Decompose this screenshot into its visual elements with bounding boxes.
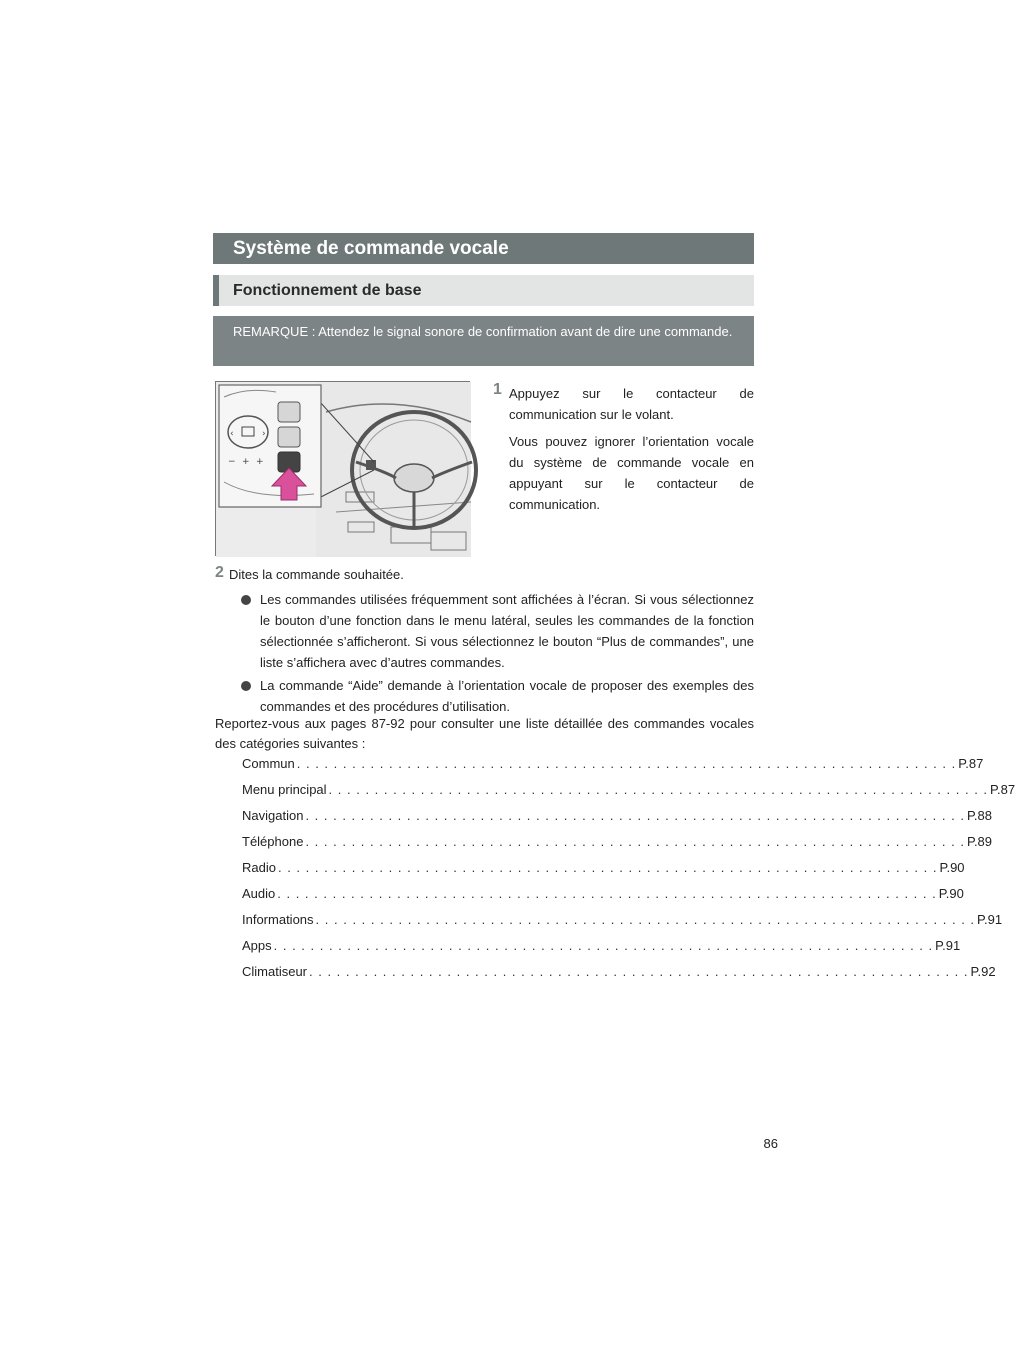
svg-text:+: +	[242, 457, 250, 467]
toc-row[interactable]	[242, 808, 993, 834]
toc-label: Téléphone	[242, 834, 304, 849]
subsection-title: Fonctionnement de base	[213, 275, 754, 306]
toc-page-link[interactable]: P.91	[935, 938, 961, 953]
svg-text:+: +	[256, 457, 264, 467]
svg-text:−: −	[228, 457, 236, 467]
toc-label: Menu principal	[242, 782, 327, 797]
toc-label: Navigation	[242, 808, 304, 823]
toc-label: Informations	[242, 912, 314, 927]
page-number: 86	[763, 1136, 778, 1151]
toc-label: Commun	[242, 756, 295, 771]
svg-text:‹: ‹	[230, 429, 234, 439]
list-item	[241, 675, 754, 717]
bullet-icon	[241, 681, 251, 691]
reference-paragraph: Reportez-vous aux pages 87-92 pour consulter une liste détaillée des commandes vocales des catégories suivantes :	[215, 716, 754, 751]
note-box: REMARQUE : Attendez le signal sonore de confirmation avant de dire une commande.	[213, 316, 754, 366]
toc-leader: . . . . . . . . . . . . . . . . . . . . . . . . . . . . . . . . . . . . . . . . . . . . . . . . . . . . . . . . . . . . . . . . . . . . . . . .	[296, 756, 957, 771]
toc-page-link[interactable]: P.92	[970, 964, 996, 979]
step-2-text: Dites la commande souhaitée.	[229, 567, 404, 582]
toc-leader: . . . . . . . . . . . . . . . . . . . . . . . . . . . . . . . . . . . . . . . . . . . . . . . . . . . . . . . . . . . . . . . . . . . . . . . .	[277, 886, 937, 901]
toc-row[interactable]	[242, 886, 964, 912]
toc-label: Apps	[242, 938, 272, 953]
toc-page-link[interactable]: P.91	[977, 912, 1003, 927]
toc-row[interactable]	[242, 912, 1003, 938]
toc-leader: . . . . . . . . . . . . . . . . . . . . . . . . . . . . . . . . . . . . . . . . . . . . . . . . . . . . . . . . . . . . . . . . . . . . . . . .	[328, 782, 989, 797]
toc-label: Audio	[242, 886, 276, 901]
toc-leader: . . . . . . . . . . . . . . . . . . . . . . . . . . . . . . . . . . . . . . . . . . . . . . . . . . . . . . . . . . . . . . . . . . . . . . . .	[305, 808, 965, 823]
toc-leader: . . . . . . . . . . . . . . . . . . . . . . . . . . . . . . . . . . . . . . . . . . . . . . . . . . . . . . . . . . . . . . . . . . . . . . . .	[315, 912, 976, 927]
toc-row[interactable]	[242, 782, 1015, 808]
toc-page-link[interactable]: P.90	[939, 860, 965, 875]
bullet-text: Les commandes utilisées fréquemment sont affichées à l’écran. Si vous sélectionnez le bouton d’une fonction dans le menu latéral, seules les commandes de la fonction sélectionnée s’afficheront. Si vous sélectionnez le bouton “Plus de commandes”, une liste s’affichera avec d’autres commandes.	[260, 592, 754, 670]
steering-wheel-illustration	[216, 382, 471, 557]
toc-row[interactable]	[242, 860, 965, 886]
toc-row[interactable]	[242, 964, 996, 990]
bullet-text: La commande “Aide” demande à l’orientation vocale de proposer des exemples des commandes et des procédures d’utilisation.	[260, 678, 754, 714]
step-1-number: 1	[493, 381, 502, 398]
bullet-list	[241, 589, 754, 719]
list-item	[241, 589, 754, 673]
toc-row[interactable]	[242, 756, 984, 782]
step-1-detail: Vous pouvez ignorer l’orientation vocale du système de commande vocale en appuyant sur le contacteur de communication.	[509, 434, 754, 512]
toc-label: Radio	[242, 860, 276, 875]
svg-text:›: ›	[262, 429, 266, 439]
command-category-list	[242, 756, 1015, 990]
toc-row[interactable]	[242, 834, 993, 860]
toc-page-link[interactable]: P.87	[958, 756, 984, 771]
section-title: Système de commande vocale	[213, 233, 754, 264]
bullet-icon	[241, 595, 251, 605]
step-2-number: 2	[215, 564, 224, 581]
toc-page-link[interactable]: P.90	[938, 886, 964, 901]
toc-page-link[interactable]: P.87	[990, 782, 1015, 797]
step-1-text	[509, 383, 754, 521]
toc-leader: . . . . . . . . . . . . . . . . . . . . . . . . . . . . . . . . . . . . . . . . . . . . . . . . . . . . . . . . . . . . . . . . . . . . . . . .	[305, 834, 965, 849]
steering-wheel-figure	[215, 381, 470, 556]
toc-page-link[interactable]: P.89	[966, 834, 993, 849]
toc-leader: . . . . . . . . . . . . . . . . . . . . . . . . . . . . . . . . . . . . . . . . . . . . . . . . . . . . . . . . . . . . . . . . . . . . . . . .	[277, 860, 938, 875]
toc-page-link[interactable]: P.88	[966, 808, 993, 823]
step-1-instruction: Appuyez sur le contacteur de communication sur le volant.	[509, 386, 754, 422]
toc-leader: . . . . . . . . . . . . . . . . . . . . . . . . . . . . . . . . . . . . . . . . . . . . . . . . . . . . . . . . . . . . . . . . . . . . . . . .	[309, 964, 969, 979]
toc-row[interactable]	[242, 938, 961, 964]
toc-leader: . . . . . . . . . . . . . . . . . . . . . . . . . . . . . . . . . . . . . . . . . . . . . . . . . . . . . . . . . . . . . . . . . . . . . . . .	[273, 938, 934, 953]
toc-label: Climatiseur	[242, 964, 308, 979]
